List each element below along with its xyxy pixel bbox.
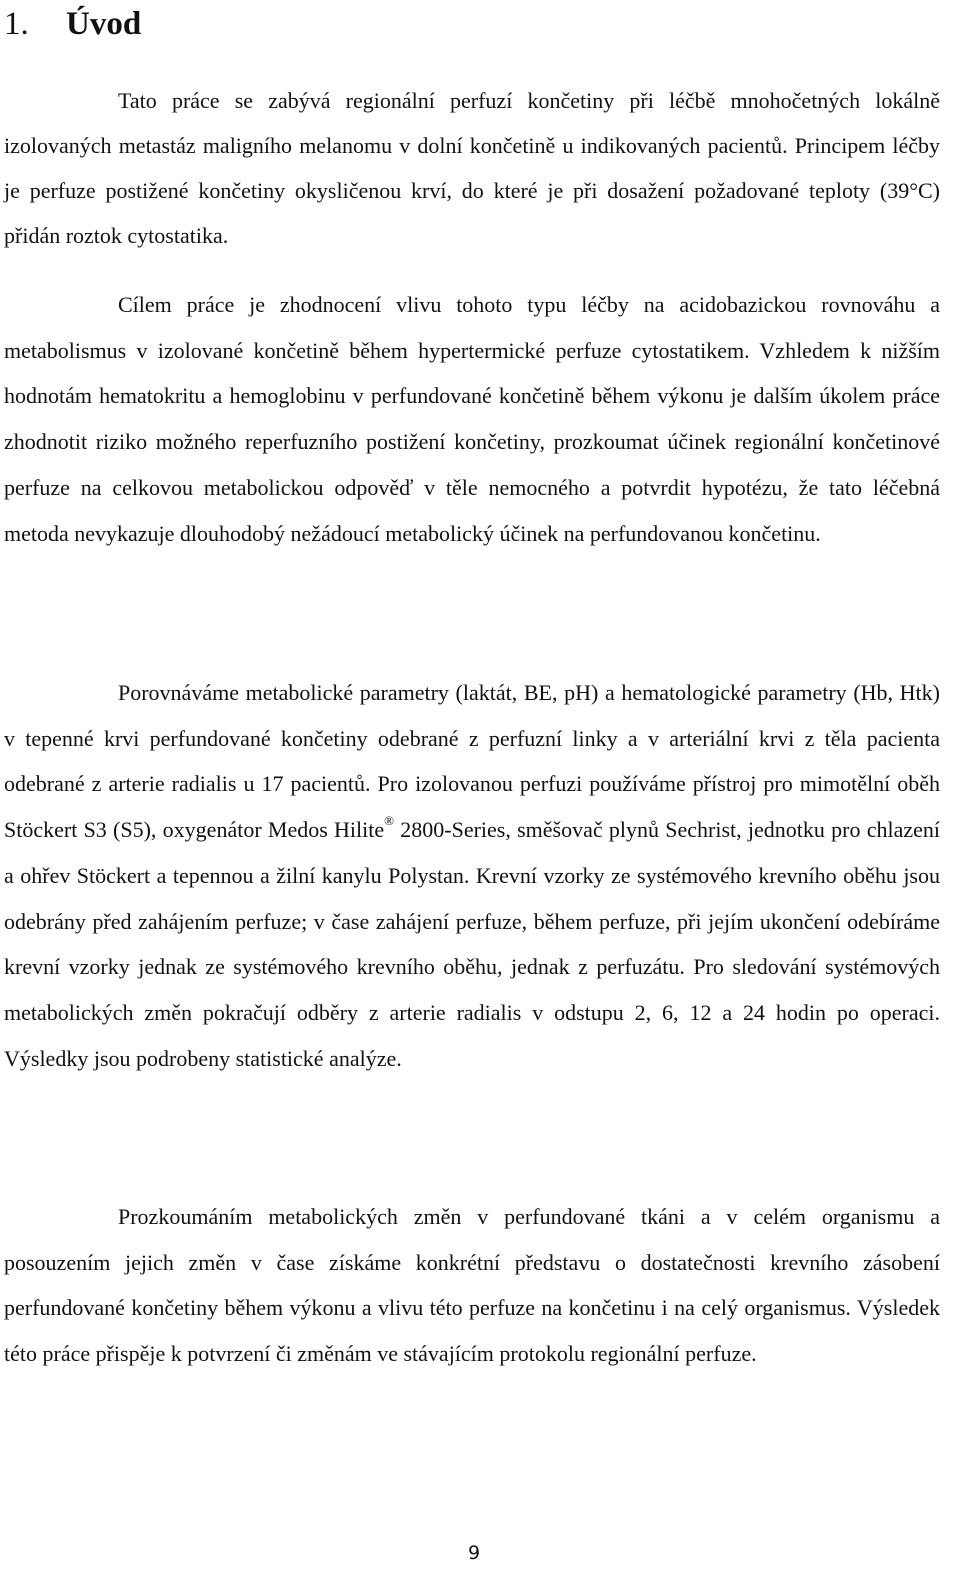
- registered-mark: ®: [384, 813, 395, 829]
- paragraph-methods-text-after: 2800-Series, směšovač plynů Sechrist, jednotku pro chlazení a ohřev Stöckert a tepennou a žilní kanylu Polystan. Krevní vzorky ze systémového krevního oběhu jsou odebrány před zahájením perfuze; v čase zahájení perfuze, během perfuze, při jejím ukončení odebíráme krevní vzorky jednak ze systémového krevního oběhu, jednak z perfuzátu. Pro sledování systémových metabolických změn pokračují odběry z arterie radialis v odstupu 2, 6, 12 a 24 hodin po operaci. Výsledky jsou podrobeny statistické analýze.: [4, 817, 940, 1071]
- page-number: 9: [467, 1542, 481, 1564]
- paragraph-aims: Cílem práce je zhodnocení vlivu tohoto typu léčby na acidobazickou rovnováhu a metabolismus v izolované končetině během hypertermické perfuze cytostatikem. Vzhledem k nižším hodnotám hematokritu a hemoglobinu v perfundované končetině během výkonu je dalším úkolem práce zhodnotit riziko možného reperfuzního postižení končetiny, prozkoumat účinek regionální končetinové perfuze na celkovou metabolickou odpověď v těle nemocného a potvrdit hypotézu, že tato léčebná metoda nevykazuje dlouhodobý nežádoucí metabolický účinek na perfundovanou končetinu.: [4, 292, 940, 546]
- paragraph-methods: [4, 670, 940, 1081]
- paragraph-conclusion: Prozkoumáním metabolických změn v perfundované tkáni a v celém organismu a posouzením jejich změn v čase získáme konkrétní představu o dostatečnosti krevního zásobení perfundované končetiny během výkonu a vlivu této perfuze na končetinu i na celý organismus. Výsledek této práce přispěje k potvrzení či změnám ve stávajícím protokolu regionální perfuze.: [4, 1204, 940, 1367]
- section-number: 1.: [4, 6, 29, 42]
- paragraph-intro: Tato práce se zabývá regionální perfuzí končetiny při léčbě mnohočetných lokálně izolovaných metastáz maligního melanomu v dolní končetině u indikovaných pacientů. Principem léčby je perfuze postižené končetiny okysličenou krví, do které je při dosažení požadované teploty (39°C) přidán roztok cytostatika.: [4, 88, 940, 248]
- section-heading: [4, 2, 141, 46]
- section-title: Úvod: [66, 6, 142, 42]
- paragraph-methods-text-before: Porovnáváme metabolické parametry (laktát, BE, pH) a hematologické parametry (Hb, Htk) v tepenné krvi perfundované končetiny odebrané z perfuzní linky a v arteriální krvi z těla pacienta odebrané z arterie radialis u 17 pacientů. Pro izolovanou perfuzi používáme přístroj pro mimotělní oběh Stöckert S3 (S5), oxygenátor Medos Hilite: [4, 680, 940, 843]
